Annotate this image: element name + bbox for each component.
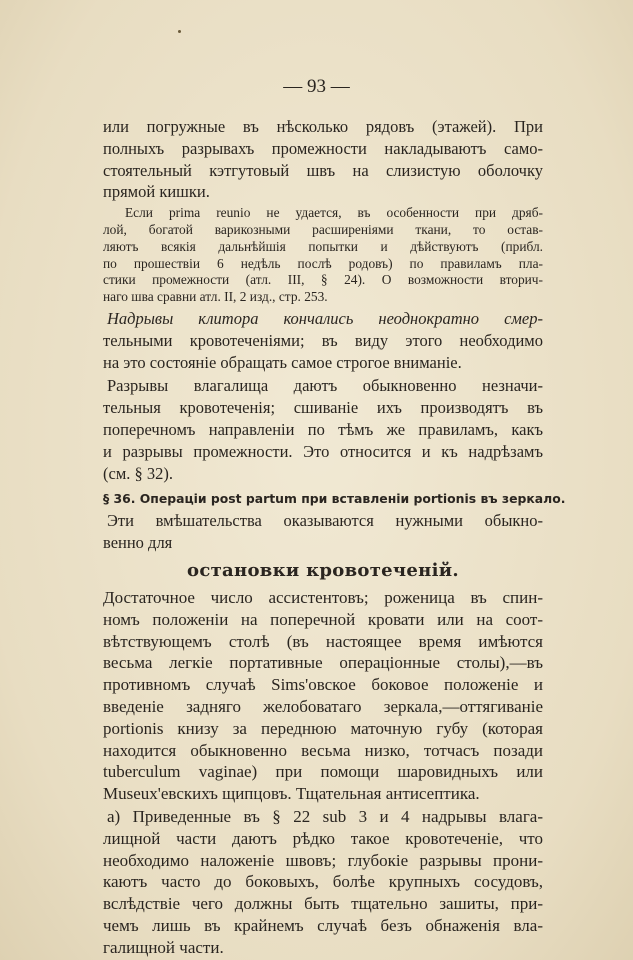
text-line: тельныя кровотеченія; сшиваніе ихъ производятъ въ [103, 398, 543, 418]
paragraph-2-small [103, 205, 543, 306]
text-line: tuberculum vaginae) при помощи шаровидныхъ или [103, 762, 543, 782]
text-line: portionis книзу за переднюю маточную губу (которая [103, 718, 543, 738]
text-line: номъ положеніи на поперечной кровати или на соот- [103, 609, 543, 629]
text-line: стики промежности (атл. III, § 24). О возможности вторич- [103, 272, 543, 288]
text-line: чемъ лишь въ крайнемъ случаѣ безъ обнаженія вла- [103, 915, 543, 935]
text-line: Разрывы влагалища даютъ обыкновенно незначи- [107, 376, 543, 396]
page-body [103, 116, 566, 958]
text-line: лищной части даютъ рѣдко такое кровотеченіе, что [103, 828, 543, 848]
paragraph-3 [103, 308, 543, 373]
text-line: противномъ случаѣ Sims'овское боковое положеніе и [103, 675, 543, 695]
text-line: Достаточное число ассистентовъ; роженица въ спин- [103, 587, 543, 607]
text-line: находится обыкновенно весьма низко, тотчасъ позади [103, 740, 543, 760]
section-heading: § 36. Операціи post partum при вставленіи portionis въ зеркало. [103, 491, 566, 507]
paragraph-6 [103, 587, 543, 805]
paragraph-7 [103, 806, 543, 959]
text-line: поперечномъ направленіи по тѣмъ же правиламъ, какъ [103, 419, 543, 439]
text-line: весьма легкіе портативные операціонные столы),—въ [103, 653, 543, 673]
text-line: а) Приведенные въ § 22 sub 3 и 4 надрывы влага- [107, 806, 543, 826]
text-line: каютъ часто до боковыхъ, болѣе крупныхъ сосудовъ, [103, 872, 543, 892]
page-number: — 93 — [283, 76, 350, 97]
text-line: или погружные въ нѣсколько рядовъ (этажей). При [103, 117, 543, 136]
subsection-heading: остановки кровотеченій. [187, 559, 459, 581]
text-line: Museux'евскихъ щипцовъ. Тщательная антисептика. [103, 784, 480, 804]
paragraph-5 [103, 510, 543, 554]
paragraph-4 [103, 375, 543, 484]
text-line: прямой кишки. [103, 182, 210, 202]
paragraph-1 [103, 116, 543, 203]
text-line: необходимо наложеніе швовъ; глубокіе разрывы прони- [103, 850, 543, 870]
text-line: на это состояніе обращать самое строгое вниманіе. [103, 352, 462, 372]
text-line: полныхъ разрывахъ промежности накладываютъ само- [103, 138, 543, 158]
text-line: ляютъ всякія дальнѣйшія попытки и дѣйствуютъ (прибл. [103, 238, 543, 254]
text-line: вѣтствующемъ столѣ (въ настоящее время имѣются [103, 631, 543, 651]
text-line: галищной части. [103, 937, 224, 957]
text-line: наго шва сравни атл. II, 2 изд., стр. 253. [103, 289, 328, 305]
text-line: по прошествіи 6 недѣль послѣ родовъ) по правиламъ пла- [103, 255, 543, 271]
text-line: вслѣдствіе чего должны быть тщательно зашиты, при- [103, 894, 543, 914]
text-line: венно для [103, 533, 173, 553]
text-line: тельными кровотеченіями; въ виду этого необходимо [103, 330, 543, 350]
text-line: введеніе задняго желобоватаго зеркала,—оттягиваніе [103, 696, 543, 716]
text-line: Если prima reunio не удается, въ особенности при дряб- [125, 205, 543, 221]
text-line: и разрывы промежности. Это относится и къ надрѣзамъ [103, 441, 543, 461]
text-line: лой, богатой варикозными расширеніями ткани, то остав- [103, 221, 543, 237]
text-line: (см. § 32). [103, 463, 174, 483]
text-line: Эти вмѣшательства оказываются нужными обыкно- [107, 511, 543, 531]
text-line: стоятельный кэтгутовый швъ на слизистую оболочку [103, 160, 543, 180]
paper-speck [178, 30, 181, 33]
text-line: Надрывы клитора кончались неоднократно смер- [107, 308, 543, 328]
